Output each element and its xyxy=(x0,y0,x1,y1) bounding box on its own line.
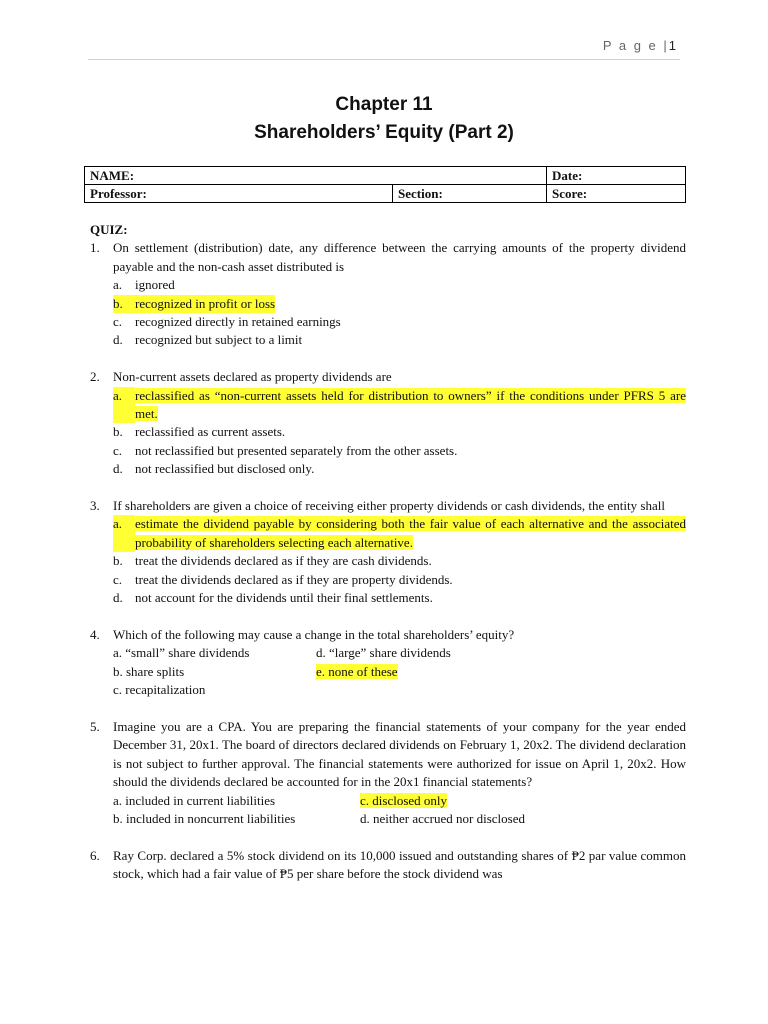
option-2d xyxy=(113,460,686,478)
question-text: Non-current assets declared as property dividends are xyxy=(113,369,392,385)
question-5-options xyxy=(113,792,686,829)
option-3b xyxy=(113,552,686,570)
option-text: recognized directly in retained earnings xyxy=(135,314,341,330)
option-5c-answer: c. disclosed only xyxy=(360,792,448,808)
option-4e-answer: e. none of these xyxy=(316,663,398,679)
option-letter: b. xyxy=(113,424,123,440)
question-number: 3. xyxy=(90,498,100,514)
option-1d xyxy=(113,331,686,349)
question-3 xyxy=(90,497,686,515)
option-5b: b. included in noncurrent liabilities xyxy=(113,810,296,826)
option-4c: c. recapitalization xyxy=(113,682,206,698)
quiz-label: QUIZ: xyxy=(90,222,128,237)
option-letter: c. xyxy=(113,442,123,458)
question-1 xyxy=(90,239,686,276)
chapter-title: Chapter 11 xyxy=(335,94,433,115)
date-field: Date: xyxy=(547,167,686,185)
option-letter: b. xyxy=(113,295,123,311)
question-text: Which of the following may cause a change in the total shareholders’ equity? xyxy=(113,626,515,642)
option-text: not reclassified but disclosed only. xyxy=(135,461,315,477)
option-letter: b. xyxy=(113,553,123,569)
option-2a-answer xyxy=(113,387,686,424)
option-3c xyxy=(113,571,686,589)
question-4 xyxy=(90,626,686,644)
option-text: recognized in profit or loss xyxy=(135,295,276,311)
question-number: 6. xyxy=(90,847,100,863)
chapter-subtitle: Shareholders’ Equity (Part 2) xyxy=(254,122,514,143)
quiz-content xyxy=(90,221,686,884)
option-5a: a. included in current liabilities xyxy=(113,792,276,808)
option-text: recognized but subject to a limit xyxy=(135,332,303,348)
option-text: treat the dividends declared as if they are property dividends. xyxy=(135,571,453,587)
question-text: Imagine you are a CPA. You are preparing the financial statements of your company for the year ended December 31, 20x1. The board of directors declared dividends on February 1, 20x2. The dividend declaration is not subject to further approval. The financial statements were authorized for issue on April 1, 20x2. How should the dividends declared be accounted for in the 20x1 financial statements? xyxy=(113,718,686,790)
option-4b: b. share splits xyxy=(113,663,185,679)
option-letter: c. xyxy=(113,571,123,587)
page-header xyxy=(603,38,676,53)
question-number: 4. xyxy=(90,626,100,642)
option-1c xyxy=(113,313,686,331)
option-letter: d. xyxy=(113,332,123,348)
question-number: 2. xyxy=(90,369,100,385)
option-4a: a. “small” share dividends xyxy=(113,645,250,661)
option-2b xyxy=(113,423,686,441)
question-text: Ray Corp. declared a 5% stock dividend on its 10,000 issued and outstanding shares of ₱2 par value common stock, which had a fair value of ₱5 per share before the stock dividend was xyxy=(113,847,686,882)
name-field: NAME: xyxy=(85,167,547,185)
question-text: If shareholders are given a choice of receiving either property dividends or cash dividends, the entity shall xyxy=(113,498,665,514)
option-letter: a. xyxy=(113,387,135,424)
question-4-options xyxy=(113,644,686,699)
option-text: estimate the dividend payable by considering both the fair value of each alternative and the associated probability of shareholders selecting each alternative. xyxy=(135,516,686,550)
option-text: ignored xyxy=(135,277,175,293)
option-letter: a. xyxy=(113,515,135,552)
option-3a-answer xyxy=(113,515,686,552)
option-text: not reclassified but presented separately from the other assets. xyxy=(135,442,458,458)
option-4d: d. “large” share dividends xyxy=(316,645,451,661)
option-letter: a. xyxy=(113,277,123,293)
question-5 xyxy=(90,718,686,792)
option-1b-answer xyxy=(113,295,686,313)
question-text: On settlement (distribution) date, any difference between the carrying amounts of the property dividend payable and the non-cash asset distributed is xyxy=(113,240,686,274)
option-text: treat the dividends declared as if they are cash dividends. xyxy=(135,553,432,569)
option-letter: d. xyxy=(113,590,123,606)
score-field: Score: xyxy=(547,185,686,203)
professor-field: Professor: xyxy=(85,185,393,203)
page-label: P a g e | xyxy=(602,38,669,53)
option-2c xyxy=(113,442,686,460)
option-1a xyxy=(113,276,686,294)
question-number: 1. xyxy=(90,240,100,256)
option-text: not account for the dividends until their final settlements. xyxy=(135,590,433,606)
option-text: reclassified as “non-current assets held for distribution to owners” if the conditions under PFRS 5 are met. xyxy=(135,387,686,422)
student-info-table xyxy=(84,166,686,203)
option-text: reclassified as current assets. xyxy=(135,424,286,440)
header-divider xyxy=(88,59,680,60)
question-number: 5. xyxy=(90,718,100,734)
option-letter: d. xyxy=(113,461,123,477)
option-5d: d. neither accrued nor disclosed xyxy=(360,810,525,826)
question-2 xyxy=(90,368,686,386)
page-number: 1 xyxy=(668,38,676,53)
option-letter: c. xyxy=(113,314,123,330)
question-6 xyxy=(90,847,686,884)
option-3d xyxy=(113,589,686,607)
section-field: Section: xyxy=(393,185,547,203)
